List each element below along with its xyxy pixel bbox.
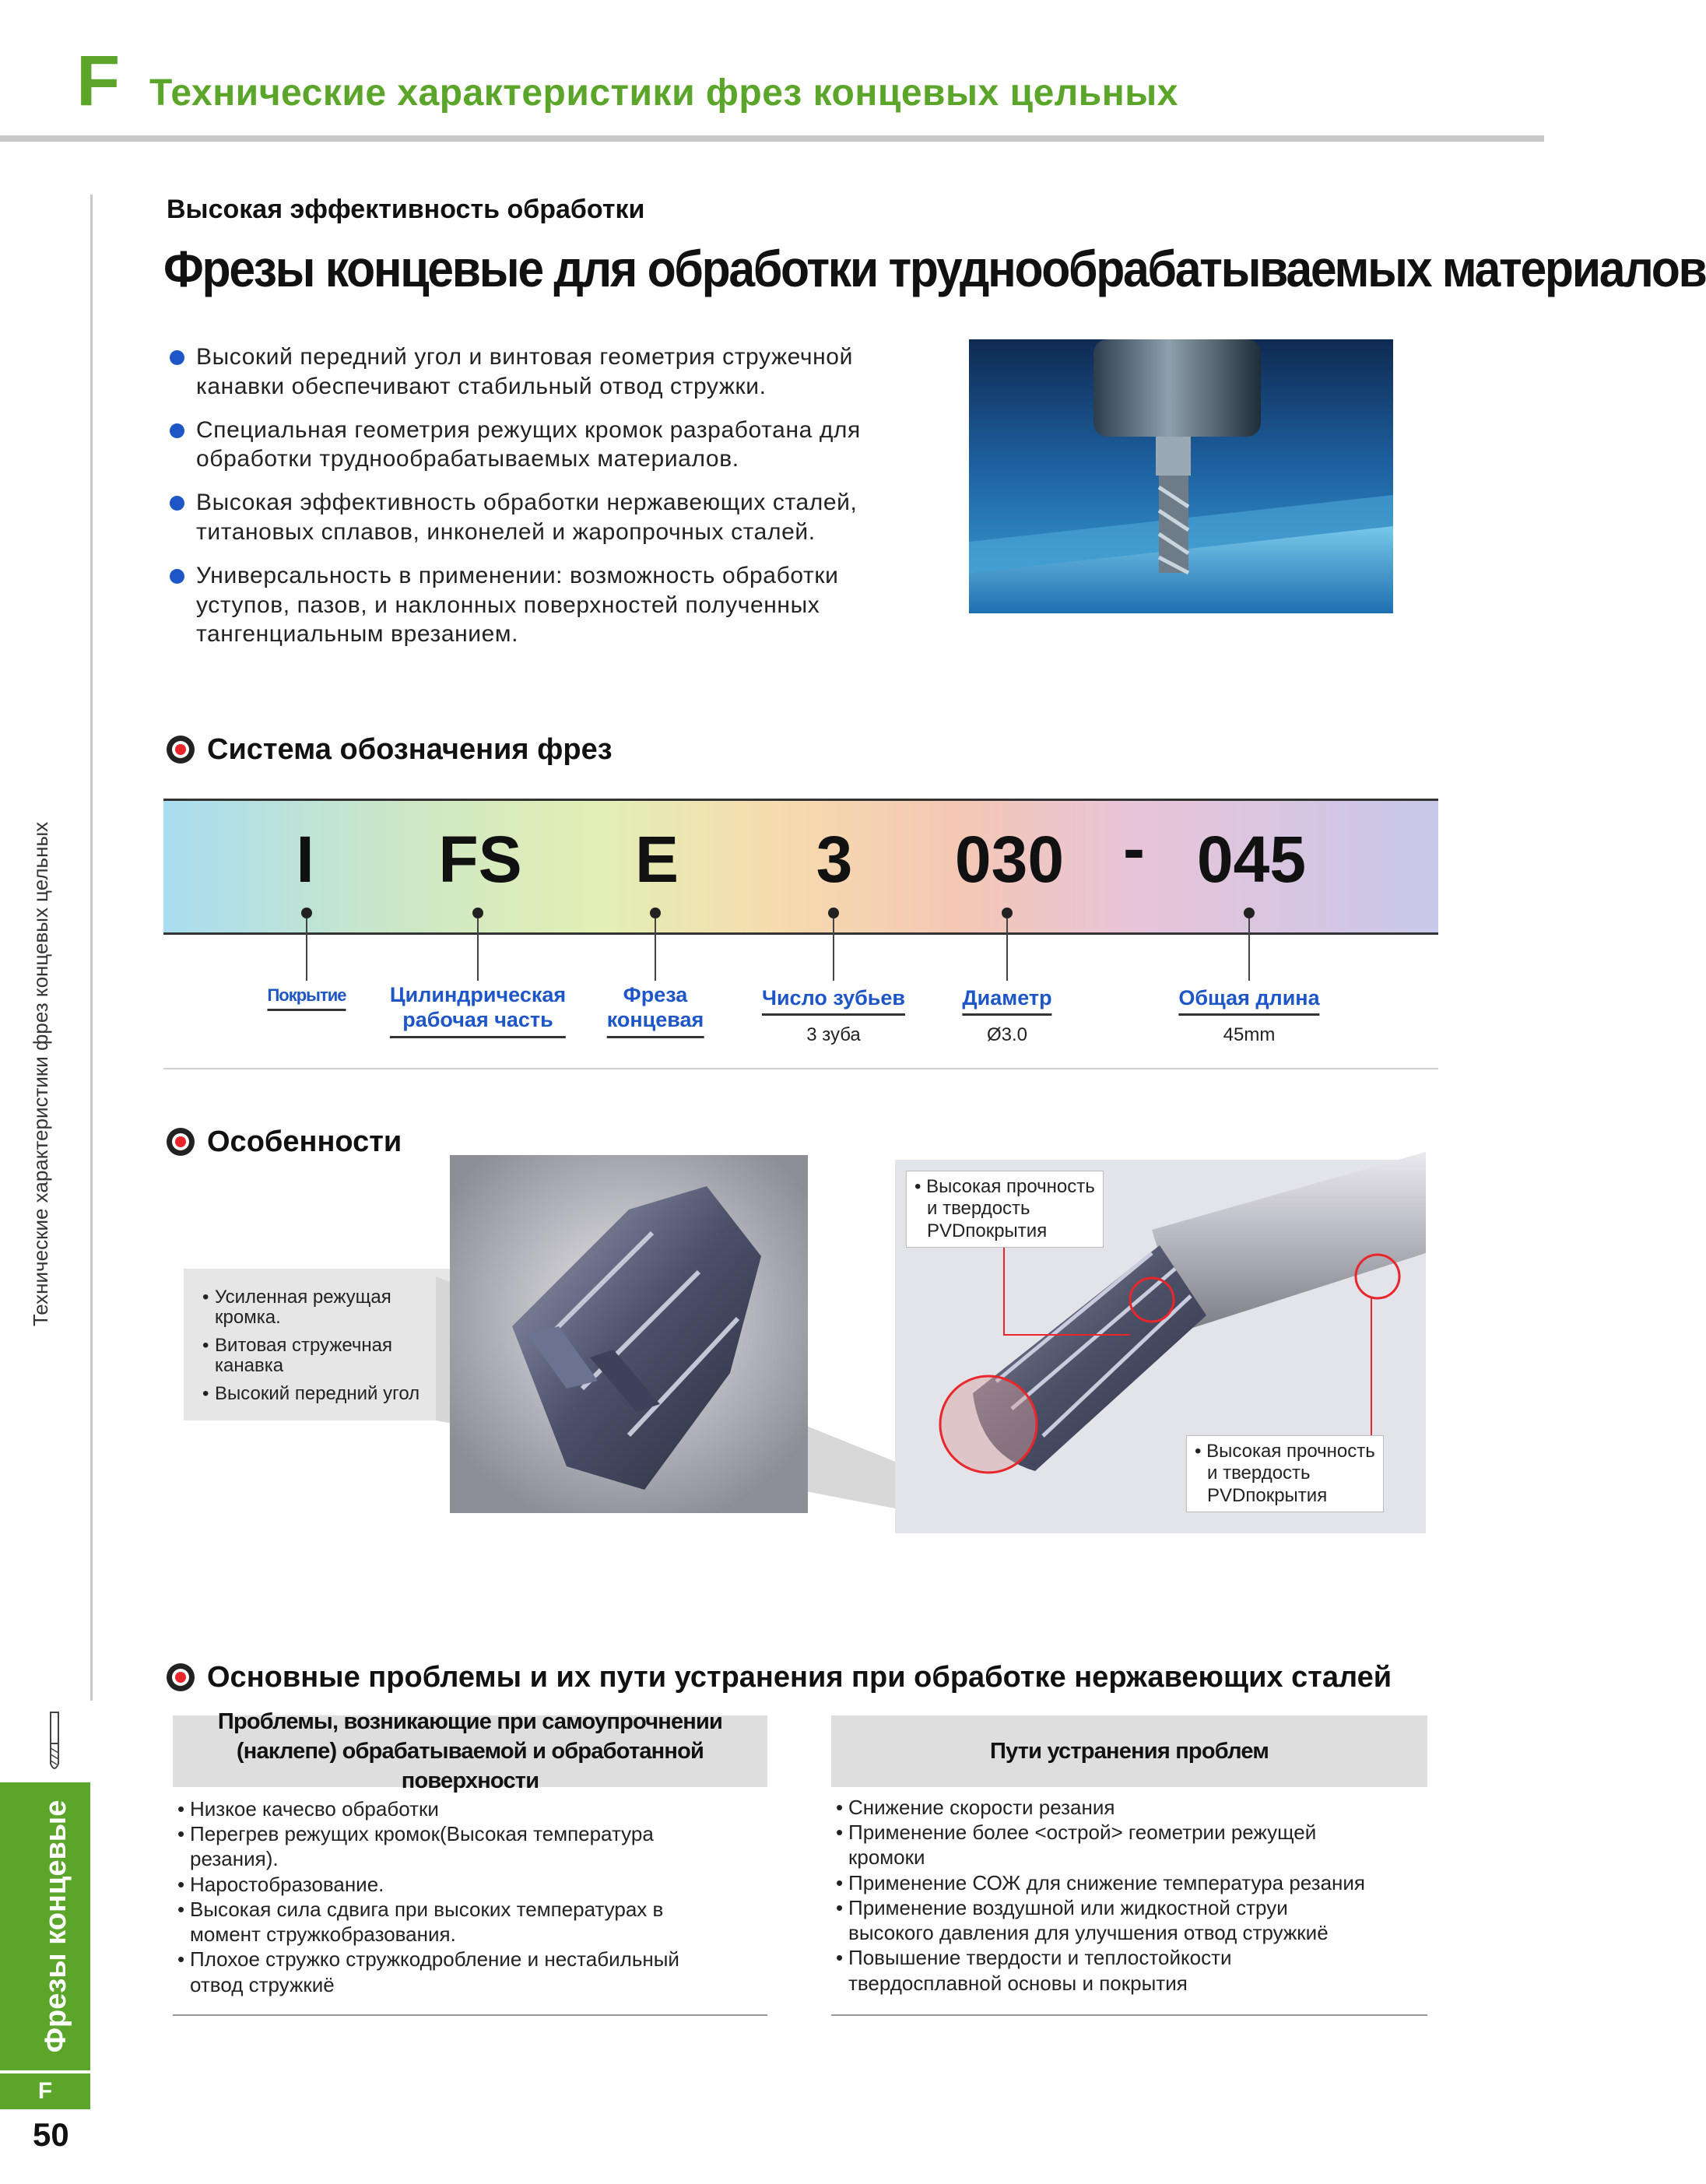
- list-item-line: Применение воздушной или жидкостной струи: [848, 1895, 1288, 1919]
- end-mill-detail-image: [895, 1160, 1426, 1533]
- problems-list: [174, 1796, 766, 1997]
- problem-item: [174, 1947, 766, 1996]
- callout-bullet-glyph: •: [202, 1335, 209, 1356]
- solution-item: [833, 1895, 1427, 1945]
- intro-bullet-line: канавки обеспечивают стабильный отвод стружки.: [196, 373, 767, 399]
- solutions-column-header: Пути устранения проблем: [831, 1715, 1427, 1787]
- pvd-callout-bottom-line-1: • Высокая прочность: [1195, 1441, 1375, 1462]
- pvd-callout-top: [906, 1171, 1104, 1248]
- intro-bullet-line: Специальная геометрия режущих кромок разработана для: [196, 416, 861, 443]
- list-item-line: Применение более <острой> геометрии режущей: [848, 1821, 1317, 1845]
- features-left-callout-line: Усиленная режущая: [215, 1287, 391, 1308]
- designation-connector-line: [833, 918, 834, 981]
- problem-item: [174, 1872, 766, 1897]
- solution-item: [833, 1795, 1427, 1820]
- designation-label: Цилиндрическая рабочая часть: [390, 982, 566, 1038]
- sidebar-divider: [90, 195, 93, 1701]
- list-item-line: Снижение скорости резания: [848, 1796, 1115, 1819]
- list-item-line: Высокая сила сдвига при высоких температурах в: [190, 1897, 664, 1921]
- section-target-icon: [167, 736, 195, 764]
- list-item-line: Низкое качесво обработки: [190, 1797, 439, 1821]
- problems-heading: [167, 1663, 1392, 1692]
- list-item-line: момент стружкобразования.: [190, 1922, 456, 1947]
- designation-connector-line: [477, 918, 479, 981]
- milling-photo: [969, 339, 1393, 613]
- solution-item: [833, 1945, 1427, 1995]
- designation-band-bottom-rule: [163, 932, 1438, 935]
- page-header-title: Технические характеристики фрез концевых цельных: [149, 72, 1178, 114]
- intro-bullet-list: [167, 342, 937, 663]
- designation-code: FS: [438, 823, 522, 896]
- designation-connector-dot: [1002, 908, 1013, 918]
- features-heading-text: Особенности: [207, 1125, 402, 1158]
- list-item-line: твердосплавной основы и покрытия: [848, 1971, 1188, 1995]
- list-item-line: отвод стружкиё: [190, 1972, 335, 1996]
- designation-label: Диаметр: [962, 985, 1051, 1016]
- intro-bullet-line: тангенциальным врезанием.: [196, 621, 519, 648]
- intro-bullet-line: обработки труднообрабатываемых материалов.: [196, 446, 739, 472]
- designation-label: Фреза концевая: [607, 982, 704, 1038]
- callout-bullet-glyph: •: [202, 1383, 209, 1404]
- solutions-list: [833, 1795, 1427, 1996]
- designation-connector-dot: [650, 908, 661, 918]
- designation-label: Покрытие: [267, 985, 346, 1011]
- designation-separator: [163, 1068, 1438, 1069]
- designation-connector-dot: [472, 908, 483, 918]
- intro-bullet-line: титановых сплавов, инконелей и жаропрочных сталей.: [196, 518, 816, 545]
- designation-code: 030: [954, 823, 1065, 896]
- intro-bullet-line: Высокая эффективность обработки нержавеющих сталей,: [196, 490, 858, 516]
- pvd-callout-top-line-1: • Высокая прочность: [914, 1176, 1095, 1197]
- bullet-dot-icon: [170, 423, 184, 438]
- list-item-line: Перегрев режущих кромок(Высокая температура: [190, 1822, 654, 1846]
- header-divider: [0, 135, 1544, 142]
- designation-code: 045: [1196, 823, 1307, 896]
- problems-column-header: Проблемы, возникающие при самоупрочнении (наклепе) обрабатываемой и обработанной поверхности: [173, 1715, 767, 1787]
- section-target-icon: [167, 1128, 195, 1156]
- intro-bullet-line: Высокий передний угол и винтовая геометрия стружечной: [196, 344, 853, 370]
- sidebar-section-letter: F: [0, 2073, 90, 2109]
- problems-heading-text: Основные проблемы и их пути устранения при обработке нержавеющих сталей: [207, 1661, 1392, 1694]
- sidebar-category-label: Фрезы концевые: [40, 1800, 72, 2053]
- designation-connector-line: [655, 918, 656, 981]
- designation-connector-dot: [1244, 908, 1255, 918]
- designation-value: 3 зуба: [806, 1024, 861, 1045]
- solution-item: [833, 1820, 1427, 1870]
- section-target-icon: [167, 1663, 195, 1691]
- list-item-line: Плохое стружко стружкодробление и нестабильный: [190, 1947, 679, 1972]
- sidebar-vertical-title-text: Технические характеристики фрез концевых цельных: [29, 821, 52, 1327]
- designation-code: I: [296, 823, 314, 896]
- designation-connector-line: [1006, 918, 1008, 981]
- solutions-table-bottom-rule: [831, 2014, 1427, 2016]
- pvd-callout-bottom-line-3: PVDпокрытия: [1207, 1484, 1328, 1506]
- pvd-callout-bottom: [1186, 1435, 1384, 1512]
- designation-label: Число зубьев: [762, 985, 905, 1016]
- intro-bullet: [167, 561, 937, 649]
- end-mill-icon: [44, 1712, 65, 1775]
- features-left-callout-line: канавка: [215, 1355, 284, 1376]
- list-item-line: Применение СОЖ для снижение температура резания: [848, 1870, 1366, 1894]
- intro-bullet: [167, 342, 937, 402]
- section-letter: F: [76, 41, 121, 121]
- pvd-callout-top-line-3: PVDпокрытия: [927, 1220, 1048, 1241]
- designation-connector-line: [306, 918, 307, 981]
- features-left-callout-line: Высокий передний угол: [215, 1383, 420, 1404]
- problem-item: [174, 1821, 766, 1871]
- designation-code: E: [634, 823, 679, 896]
- problem-item: [174, 1897, 766, 1947]
- list-item-line: Повышение твердости и теплостойкости: [848, 1946, 1232, 1970]
- designation-label: Общая длина: [1178, 985, 1319, 1016]
- intro-subtitle: Высокая эффективность обработки: [167, 195, 645, 224]
- intro-bullet: [167, 416, 937, 475]
- list-item-line: Наростобразование.: [190, 1872, 384, 1896]
- features-heading: [167, 1127, 402, 1157]
- features-left-callout-line: кромка.: [215, 1307, 281, 1328]
- designation-value: Ø3.0: [986, 1024, 1028, 1045]
- designation-connector-dot: [301, 908, 312, 918]
- problem-item: [174, 1796, 766, 1821]
- designation-value: 45mm: [1223, 1024, 1276, 1045]
- page-number: 50: [33, 2116, 69, 2153]
- designation-code: -: [1123, 812, 1145, 885]
- callout-bullet-glyph: •: [202, 1287, 209, 1308]
- pvd-callout-top-line-2: и твердость: [927, 1198, 1030, 1220]
- bullet-dot-icon: [170, 496, 184, 511]
- designation-heading: [167, 735, 613, 764]
- solution-item: [833, 1870, 1427, 1895]
- problems-table-bottom-rule: [173, 2014, 767, 2016]
- designation-heading-text: Система обозначения фрез: [207, 733, 613, 766]
- list-item-line: высокого давления для улучшения отвод стружкиё: [848, 1921, 1329, 1945]
- bullet-dot-icon: [170, 569, 184, 584]
- designation-connector-dot: [828, 908, 839, 918]
- list-item-line: резания).: [190, 1847, 279, 1871]
- end-mill-closeup-image: [450, 1155, 808, 1513]
- intro-bullet-line: Универсальность в применении: возможность обработки: [196, 562, 839, 588]
- designation-band-top-rule: [163, 799, 1438, 801]
- designation-code: 3: [816, 823, 853, 896]
- features-left-callout-line: Витовая стружечная: [215, 1335, 393, 1356]
- intro-bullet-line: уступов, пазов, и наклонных поверхностей полученных: [196, 592, 820, 618]
- designation-connector-line: [1248, 918, 1250, 981]
- list-item-line: кромоки: [848, 1845, 925, 1870]
- intro-title: Фрезы концевые для обработки труднообрабатываемых материалов: [163, 240, 1706, 297]
- pvd-callout-bottom-line-2: и твердость: [1207, 1462, 1311, 1484]
- bullet-dot-icon: [170, 350, 184, 365]
- intro-bullet: [167, 488, 937, 547]
